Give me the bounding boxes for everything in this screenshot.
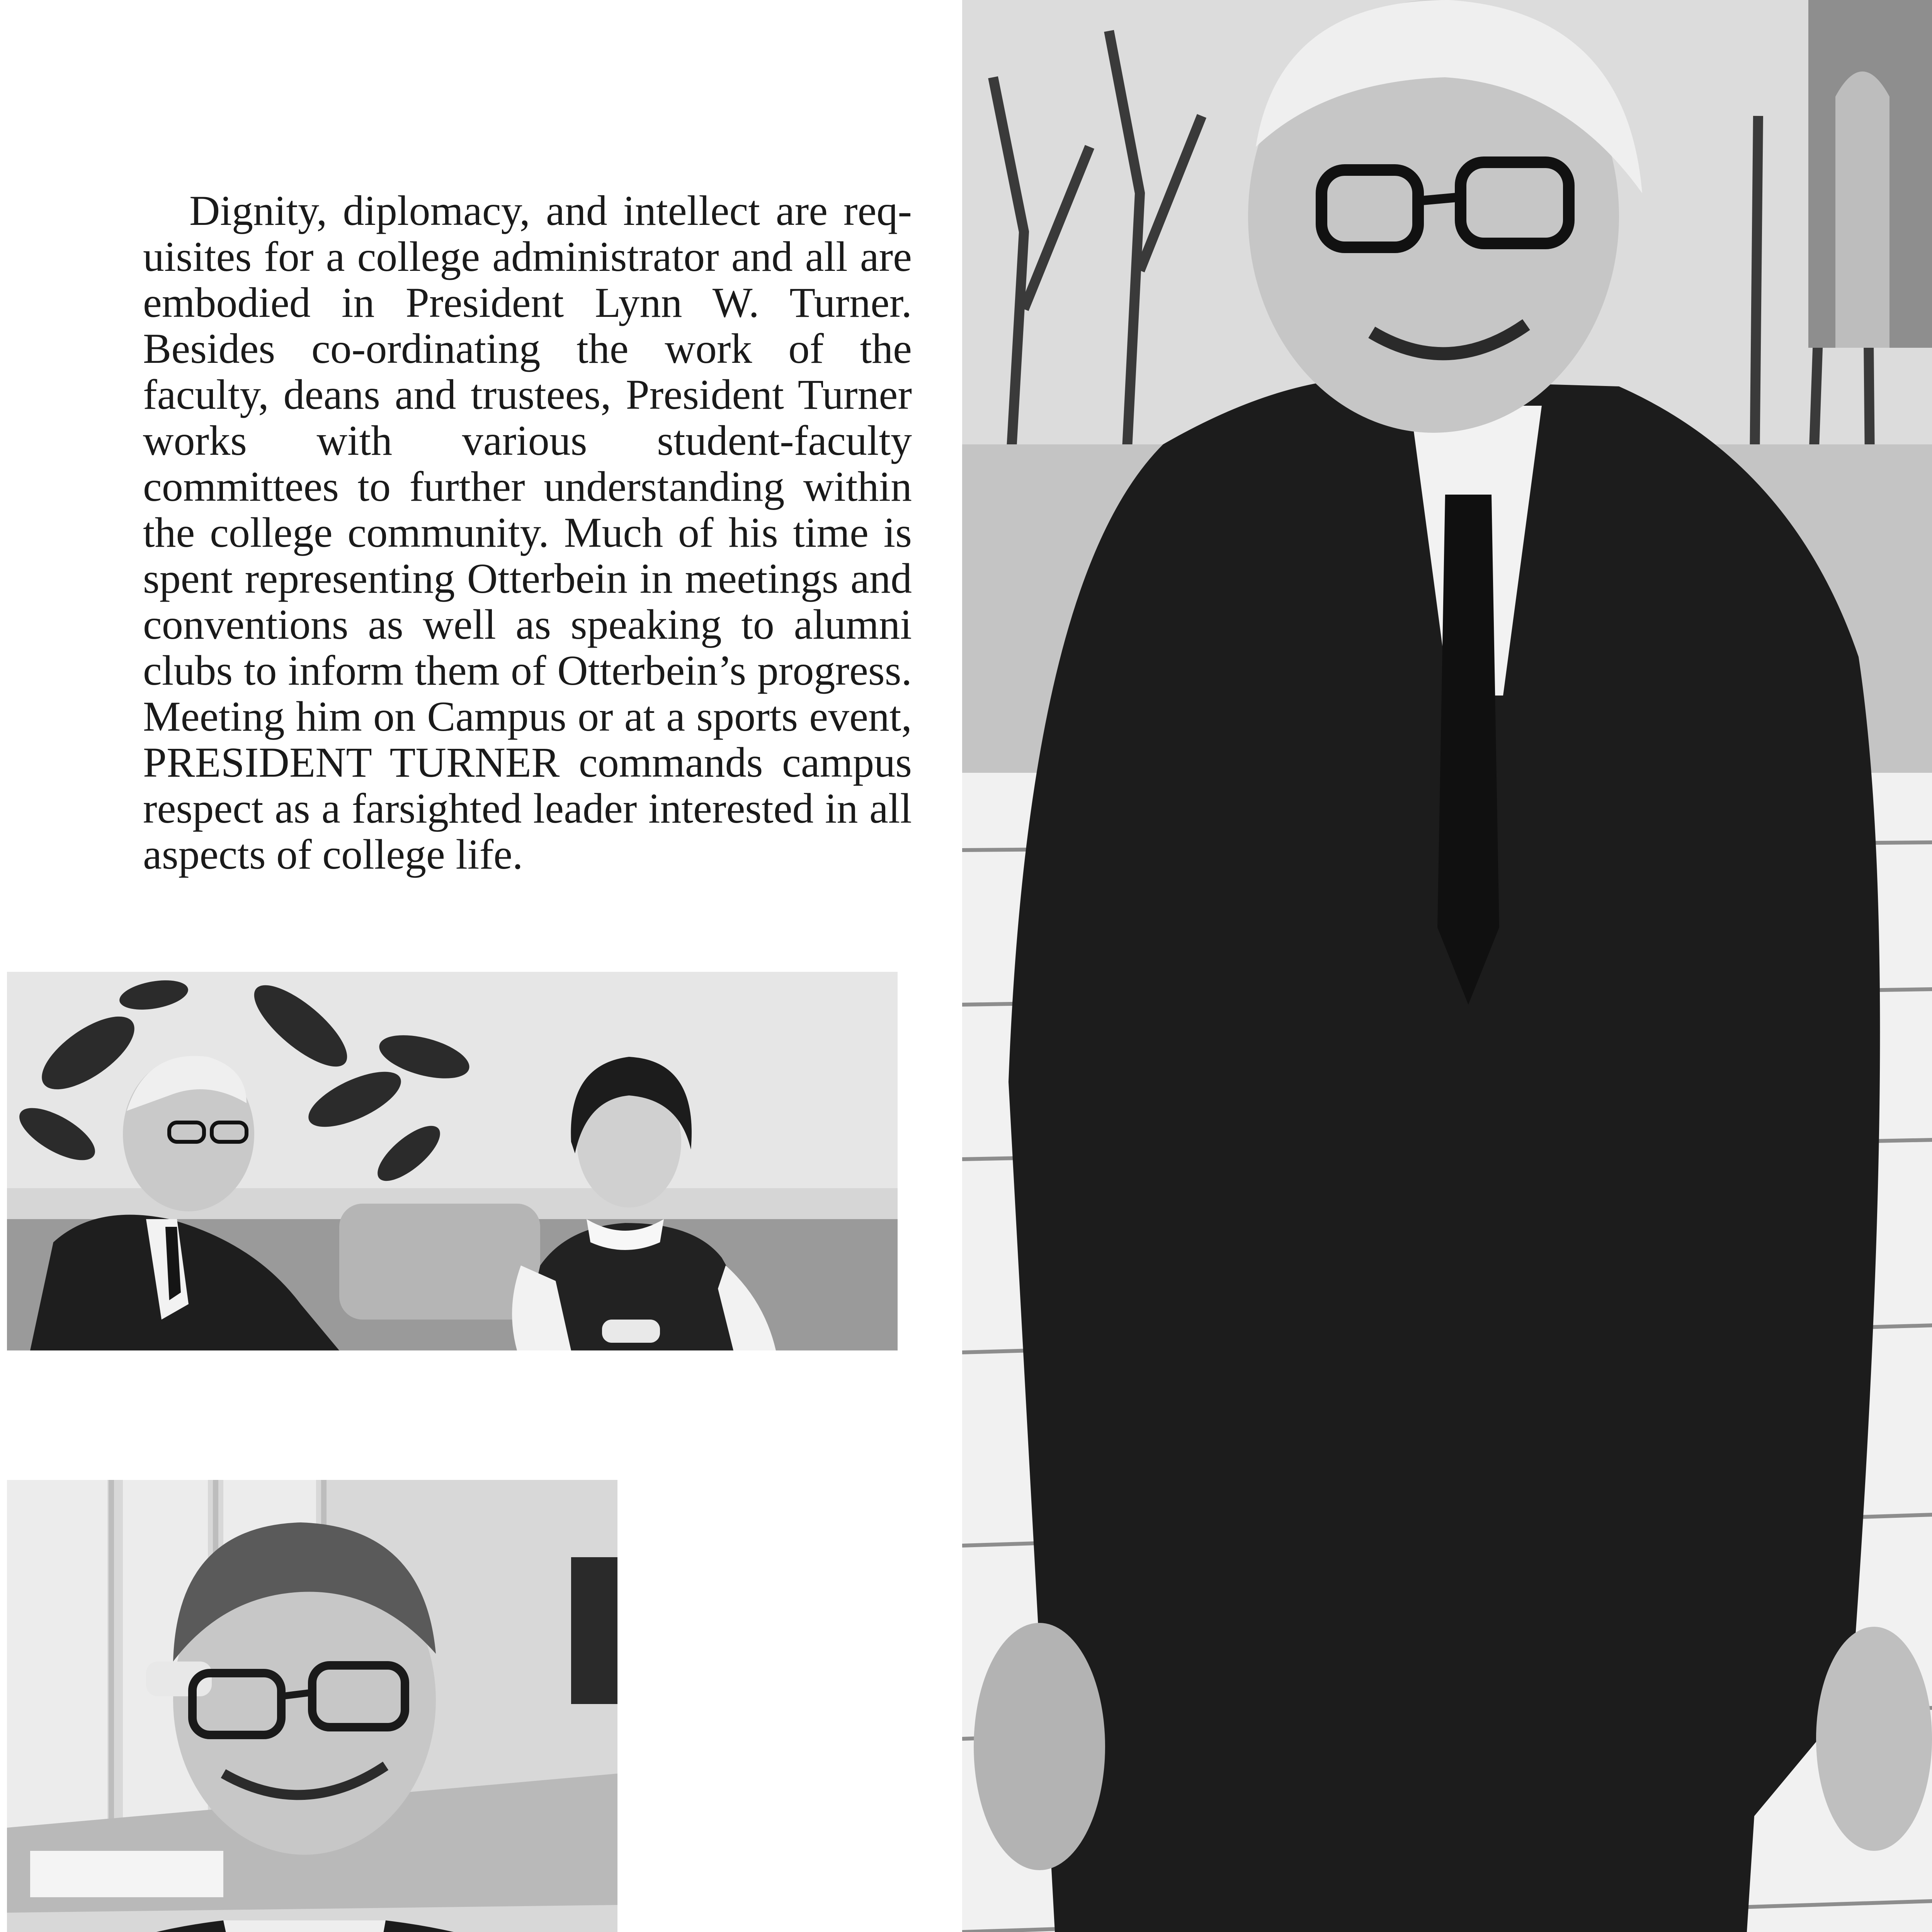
- body-paragraph: Dignity, diplomacy, and intellect are requisites for a college administrator and all are embodied in President Lynn W. Turner. Besides co-ordinating the work of the faculty, deans and trustees, President Turner works with various student-faculty committees to further understanding within the college community. Much of his time is spent representing Otterbein in meetings and conventions as well as speaking to alumni clubs to inform them of Otterbein’s progress. Meeting him on Campus or at a sports event, PRESIDENT TURNER commands campus respect as a farsighted leader interested in all aspects of college life.: [143, 187, 912, 878]
- walking-portrait-photo: [962, 0, 1932, 1932]
- desk-portrait-photo: [7, 1480, 617, 1932]
- couch-conversation-photo: [7, 972, 898, 1350]
